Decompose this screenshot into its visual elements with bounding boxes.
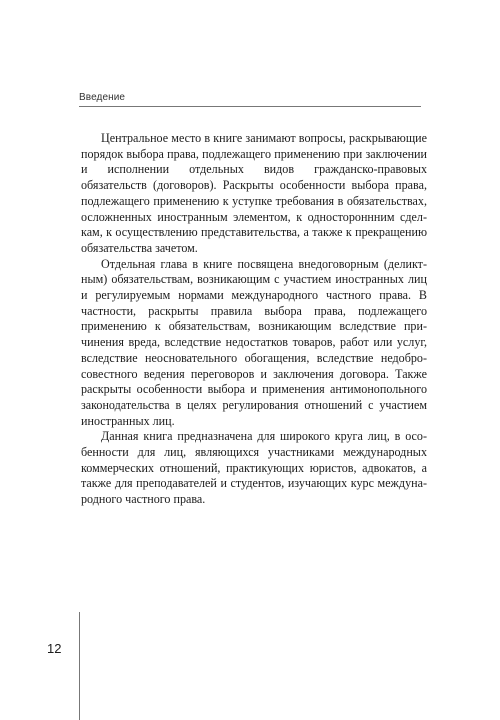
running-head: Введение bbox=[79, 92, 126, 103]
paragraph: Отдельная глава в книге посвящена внедоговорным (деликтным) обязательствам, возникающим с участием иностранных лиц и регулируемым нормами международного частного права. В частности, раскрыты правила выбора права, подлежащего применению к обязательствам, возникающим вследствие причинения вреда, вследствие недостатков товаров, работ или услуг, вследствие неосновательного обогащения, вследствие недобросовестного ведения переговоров и заключения договора. Также раскрыты особенности выбора и применения антимонопольного законодательства в целях регулирования отношений с участием иностранных лиц. bbox=[81, 256, 427, 428]
paragraph: Данная книга предназначена для широкого круга лиц, в особенности для лиц, являющихся участниками международных коммерческих отношений, практикующих юристов, адвокатов, а также для преподавателей и студентов, изучающих курс международного частного права. bbox=[81, 429, 427, 507]
page-number: 12 bbox=[47, 641, 62, 656]
footer-rule bbox=[79, 612, 80, 720]
body-text bbox=[81, 131, 427, 508]
header-rule bbox=[79, 106, 421, 107]
paragraph: Центральное место в книге занимают вопросы, раскрывающие порядок выбора права, подлежащего применению при заключении и исполнении отдельных видов гражданско-правовых обязательств (договоров). Раскрыты особенности выбора права, подлежащего применению к уступке требования в обязательствах, осложненных иностранным элементом, к одностороннним сделкам, к осуществлению представительства, а также к прекращению обязательства зачетом. bbox=[81, 131, 427, 255]
